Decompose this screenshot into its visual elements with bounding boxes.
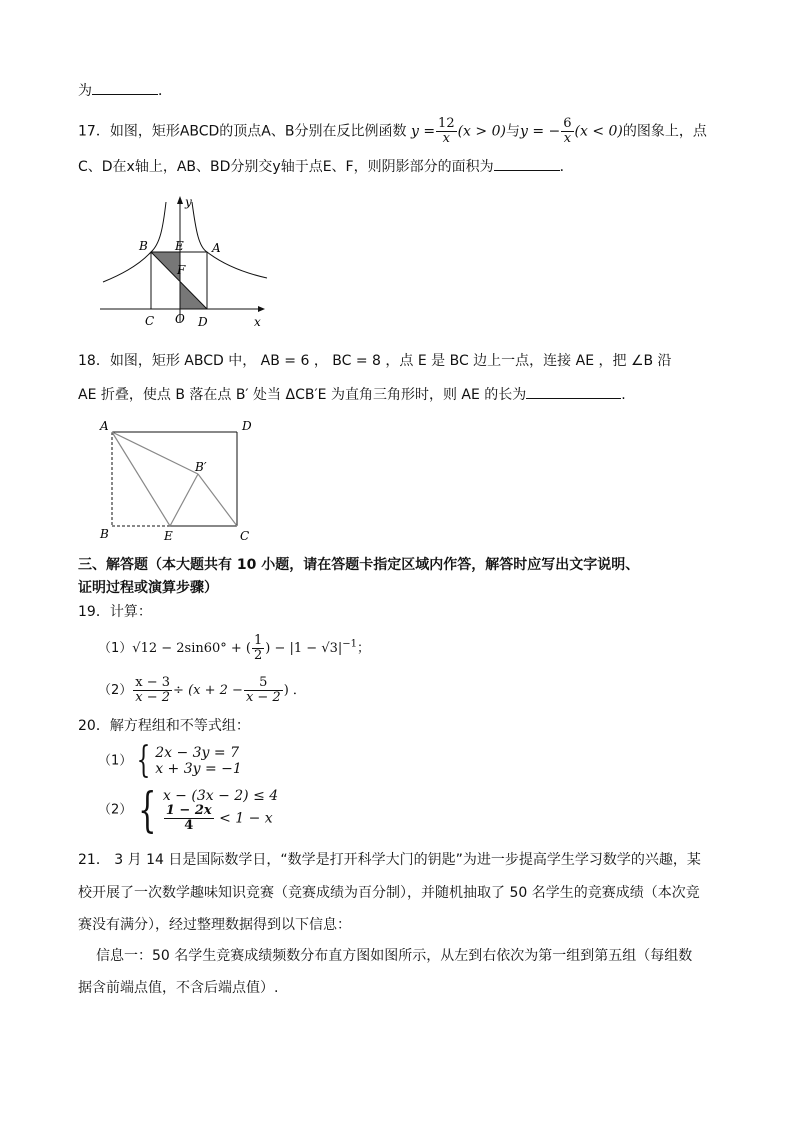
q17-func2-fraction <box>561 117 573 146</box>
q19-p2-f1-den: x − 2 <box>135 690 171 705</box>
q17-func2-num: 6 <box>563 116 572 131</box>
section3-text-1: 三、解答题（本大题共有 10 小题，请在答题卡指定区域内作答，解答时应写出文字说明、 <box>78 557 640 573</box>
q20-p2-brace: { <box>138 782 157 838</box>
q17-curve-right <box>192 202 267 278</box>
q19-title <box>78 602 152 622</box>
q17-func1-num: 12 <box>438 116 455 131</box>
q18-label-e: E <box>164 529 173 543</box>
q20-p2-label: （2） <box>98 802 133 818</box>
q17-figure <box>95 192 275 332</box>
q17-label-a: A <box>212 241 221 255</box>
q17-x-arrow <box>258 306 265 312</box>
q17-curve-left <box>103 202 166 282</box>
q20-title <box>78 716 250 736</box>
q17-func1-cond: (x > 0) <box>457 123 506 140</box>
q19-p2-f2-num: 5 <box>244 676 283 691</box>
q17-label-x: x <box>254 315 261 329</box>
q20-p2-system <box>163 788 278 833</box>
q18-line-b1e <box>170 474 198 526</box>
q19-p2-label: （2） <box>98 683 133 698</box>
q18-line-b1c <box>198 474 237 526</box>
q17-label-e: E <box>175 239 184 253</box>
q21-line4 <box>96 946 692 966</box>
q18-figure <box>92 414 262 544</box>
q20-p1-system <box>155 745 242 777</box>
q19-p1-fraction <box>252 634 264 663</box>
q17-label-o: O <box>175 312 185 326</box>
section3-heading-line2 <box>78 578 218 598</box>
q17-label-b: B <box>139 239 148 253</box>
section3-text-2: 证明过程或演算步骤） <box>78 580 218 596</box>
q19-p1-end: ； <box>357 641 371 656</box>
q18-line2 <box>78 384 626 405</box>
q18-text-1: 18．如图，矩形 ABCD 中， AB = 6 ， BC = 8 ，点 E 是 BC 边上一点，连接 AE ，把 ∠B 沿 <box>78 353 672 369</box>
q19-p2-f1-num: x − 3 <box>135 675 171 690</box>
q19-p2-end: ． <box>292 683 306 698</box>
q20-p2-eq2-rest: < 1 − x <box>219 810 273 826</box>
q18-label-b: B <box>100 527 109 541</box>
q20-p1-label: （1） <box>98 753 133 769</box>
q21-line2 <box>78 883 700 903</box>
q20-p2-frac-den: 4 <box>184 817 194 833</box>
q17-func1-den: x <box>442 131 450 146</box>
q21-text-5: 据含前端点值，不含后端点值）. <box>78 980 279 996</box>
q21-line3 <box>78 915 351 935</box>
q19-p2-f2-den: x − 2 <box>245 690 281 705</box>
q17-label-c: C <box>145 314 155 328</box>
q17-end: ． <box>559 159 574 175</box>
q17-answer-blank[interactable] <box>494 156 560 171</box>
q17-func2-den: x <box>563 131 572 146</box>
q20-p1-brace: { <box>136 740 151 781</box>
q19-part1 <box>98 634 370 663</box>
q18-text-2: AE 折叠，使点 B 落在点 B′ 处当 ΔCB′E 为直角三角形时，则 AE 的长为 <box>78 387 527 403</box>
q21-text-3: 赛没有满分），经过整理数据得到以下信息： <box>78 917 351 933</box>
q17-func2-cond: (x < 0) <box>574 123 623 140</box>
q18-line1 <box>78 351 672 371</box>
q20-p2-frac-num: 1 − 2x <box>165 802 212 818</box>
q17-text-b: 的图象上，点 <box>622 123 707 140</box>
q21-text-4: 信息一：50 名学生竞赛成绩频数分布直方图如图所示，从左到右依次为第一组到第五组（每组数 <box>96 948 693 964</box>
q18-label-c: C <box>240 529 250 543</box>
q17-text-a: 17．如图，矩形ABCD的顶点A、B分别在反比例函数 <box>78 123 407 140</box>
q20-p2-eq1: x − (3x − 2) ≤ 4 <box>162 787 279 804</box>
q18-end: . <box>621 387 626 403</box>
q17-text-2: C、D在x轴上，AB、BD分别交y轴于点E、F，则阴影部分的面积为 <box>78 159 494 175</box>
q18-label-b1: B′ <box>195 460 207 474</box>
q19-p1-frac-num: 1 <box>254 633 263 648</box>
q17-label-y: y <box>185 195 192 209</box>
q21-line1 <box>78 850 701 870</box>
q20-part2 <box>98 782 279 838</box>
q17-joiner: 与 <box>505 123 520 140</box>
q20-p2-fraction <box>164 804 214 833</box>
q20-p1-eq1: 2x − 3y = 7 <box>155 745 239 761</box>
answer-blank[interactable] <box>92 80 158 95</box>
q18-answer-blank[interactable] <box>526 384 621 399</box>
q17-func1-fraction <box>436 117 457 146</box>
q21-text-1: 21． 3 月 14 日是国际数学日，“数学是打开科学大门的钥匙”为进一步提高学生学习数学的兴趣，某 <box>78 852 701 868</box>
q19-p1-frac-den: 2 <box>254 648 263 663</box>
q19-title-text: 19．计算： <box>78 604 152 620</box>
q19-p2-mid: ÷ (x + 2 − <box>173 683 243 698</box>
q17-label-f: F <box>177 263 186 277</box>
q18-label-d: D <box>242 419 252 433</box>
q19-part2 <box>98 676 306 705</box>
prev-prefix: 为 <box>78 83 92 99</box>
section3-heading-line1 <box>78 555 639 575</box>
q17-y-arrow <box>177 196 183 204</box>
q19-p2-fraction2 <box>244 676 283 705</box>
q17-func2-lhs: y = − <box>519 123 561 140</box>
q19-p2-fraction1 <box>133 676 172 705</box>
q20-title-text: 20．解方程组和不等式组： <box>78 718 250 734</box>
q19-p2-close: ) <box>283 683 289 698</box>
q19-p1-exp: −1 <box>342 638 358 650</box>
prev-question-tail <box>78 80 172 101</box>
q20-part1 <box>98 740 242 781</box>
q21-line5 <box>78 978 278 998</box>
q18-label-a: A <box>100 419 109 433</box>
prev-end: ． <box>158 83 172 99</box>
q21-text-2: 校开展了一次数学趣味知识竞赛（竞赛成绩为百分制），并随机抽取了 50 名学生的竞赛成绩（本次竞 <box>78 885 700 901</box>
q17-line1 <box>78 117 707 146</box>
q17-label-d: D <box>198 315 208 329</box>
q19-p1-close: ) − |1 − √3| <box>265 641 343 656</box>
q20-p1-eq2: x + 3y = −1 <box>155 761 242 777</box>
q17-line2 <box>78 156 574 177</box>
q19-p1-a: √12 − 2sin60° + ( <box>132 641 252 656</box>
q19-p1-label: （1） <box>98 641 133 656</box>
q17-func1-lhs: y = <box>410 123 436 140</box>
